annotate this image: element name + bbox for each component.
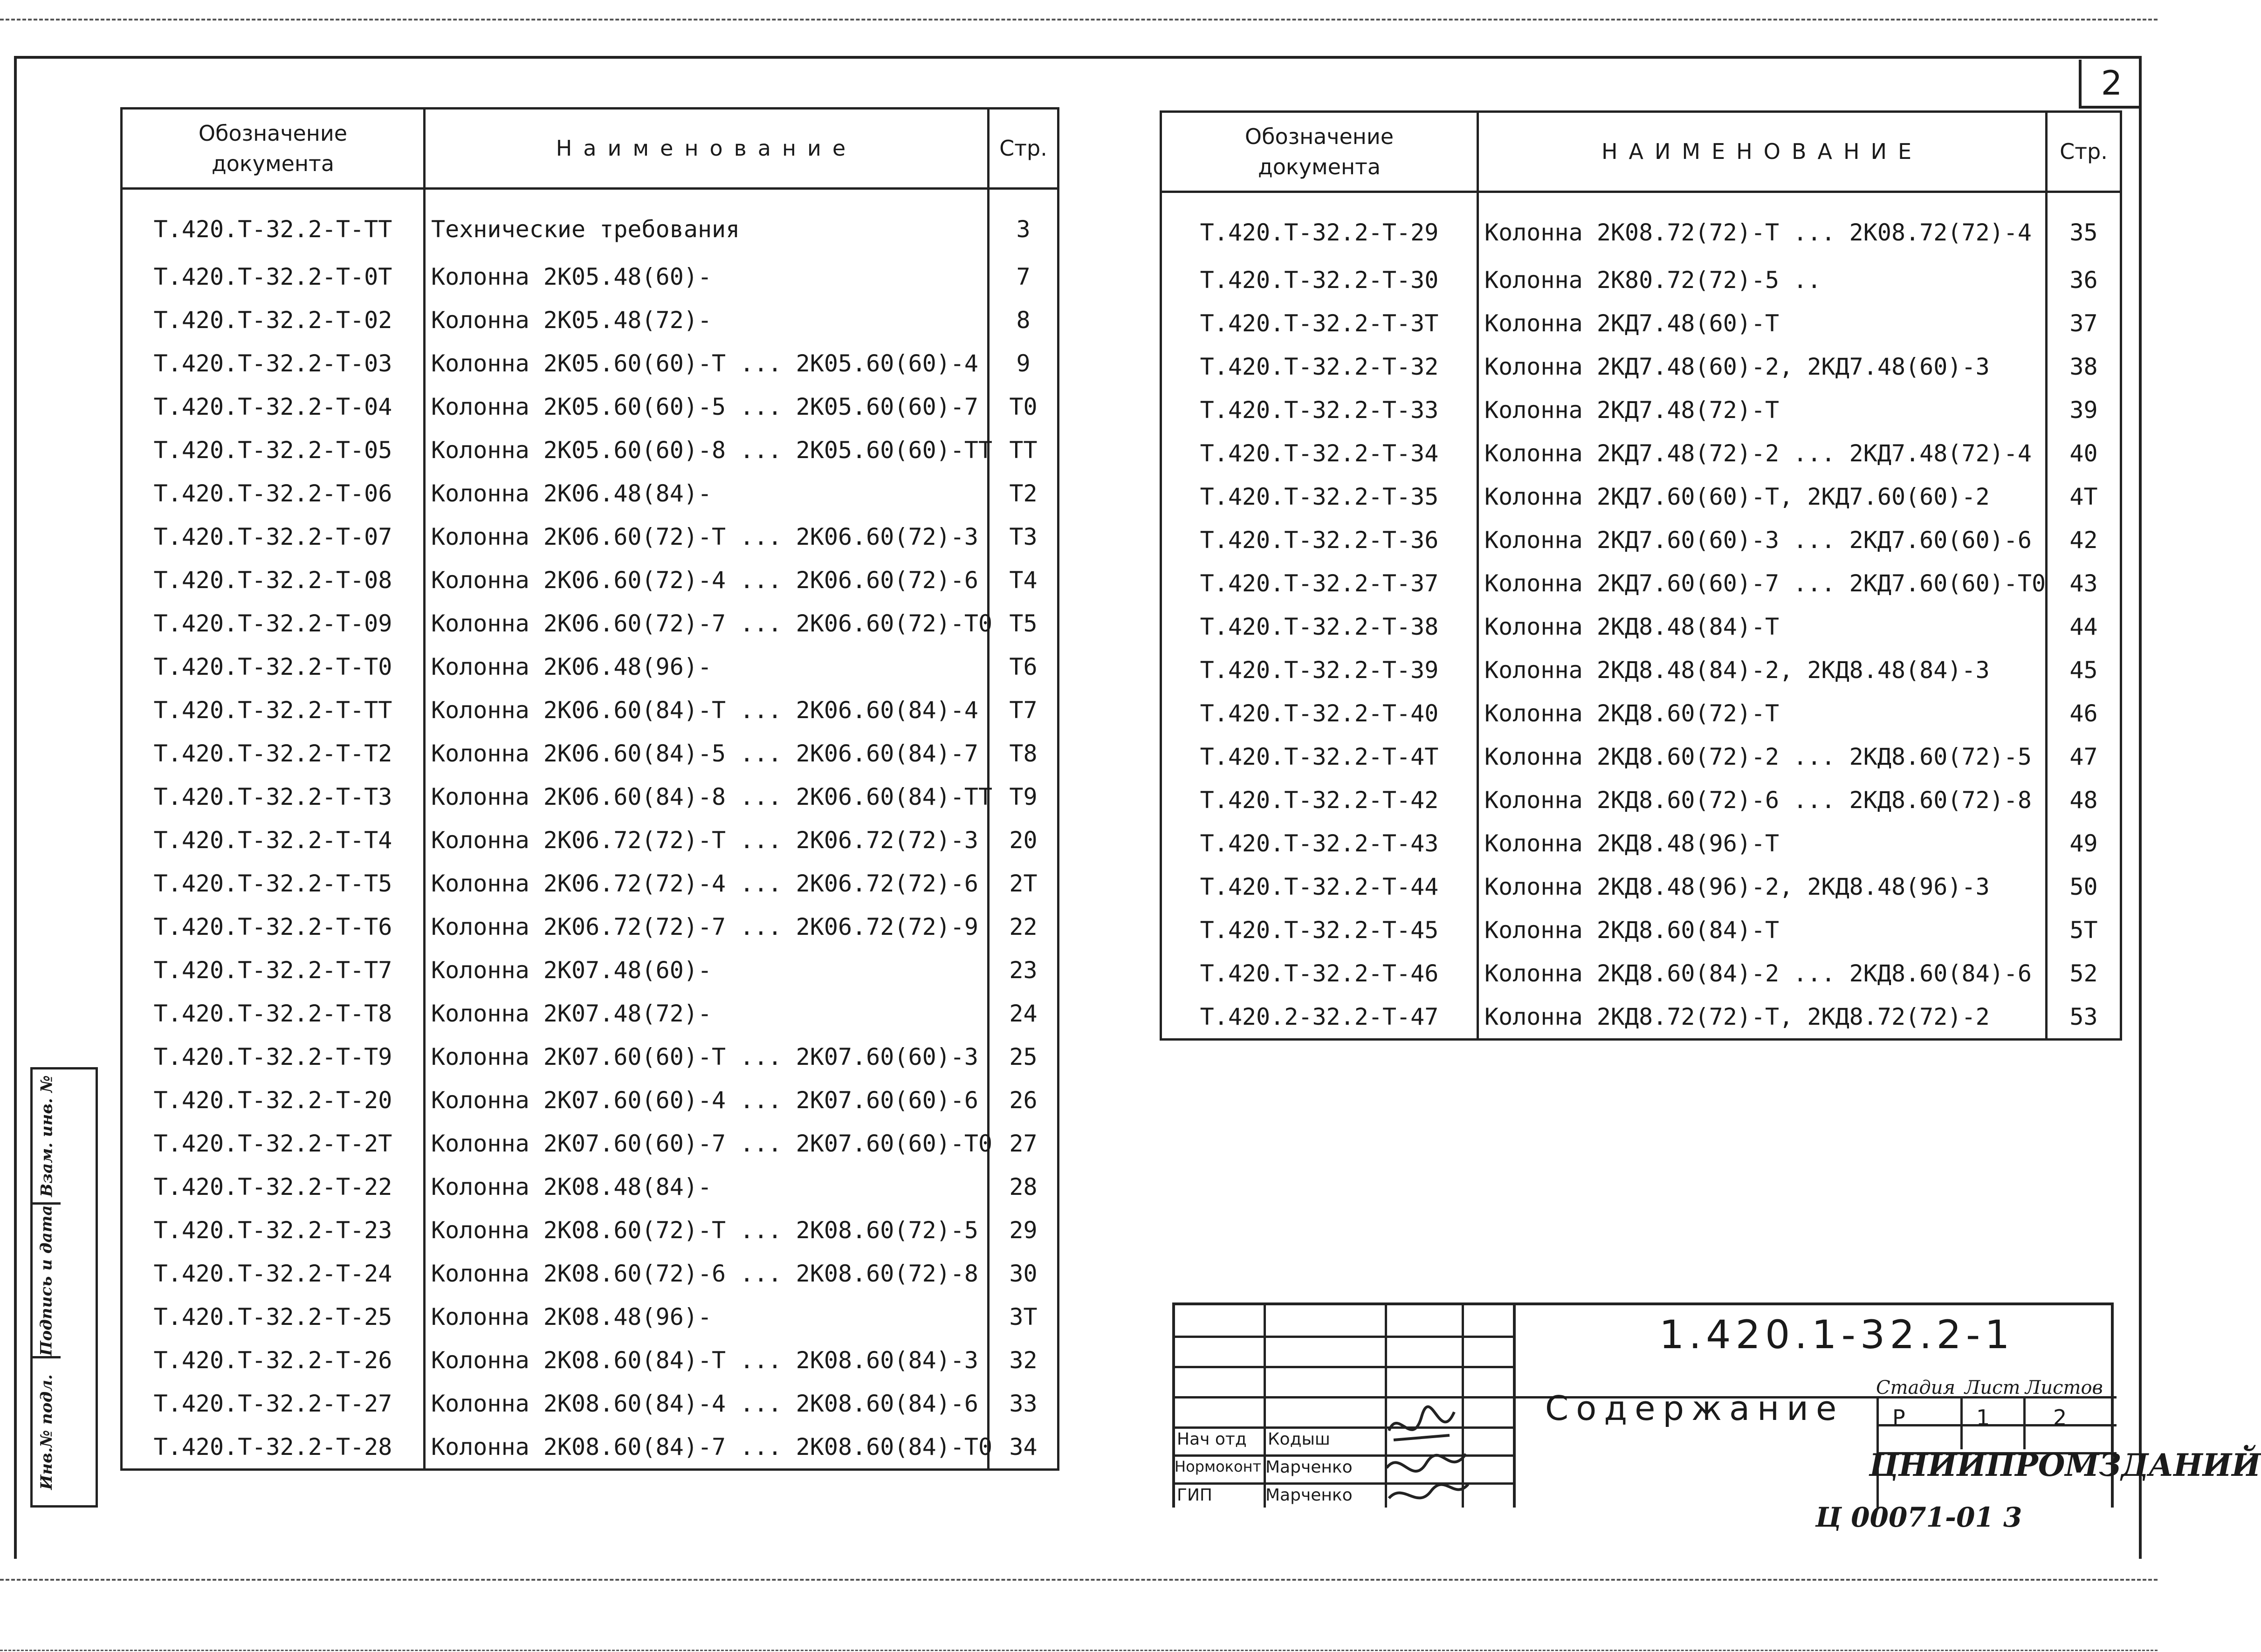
document-code-cell: Т.420.Т-32.2-Т-36 bbox=[1161, 518, 1478, 562]
document-code-cell: Т.420.Т-32.2-Т-09 bbox=[122, 602, 425, 645]
sheets-label: Листов bbox=[2025, 1377, 2103, 1398]
document-code-cell: Т.420.2-32.2-Т-47 bbox=[1161, 995, 1478, 1040]
table-row bbox=[1161, 822, 2121, 865]
document-code-cell: Т.420.Т-32.2-Т-2Т bbox=[122, 1122, 425, 1165]
table-row bbox=[1161, 952, 2121, 995]
document-code-cell: Т.420.Т-32.2-Т-39 bbox=[1161, 648, 1478, 692]
page-number-cell: 4Т bbox=[2047, 475, 2121, 518]
document-name-cell: Колонна 2К08.48(84)- bbox=[425, 1165, 989, 1208]
table-row bbox=[1161, 605, 2121, 648]
table-row bbox=[122, 298, 1058, 342]
table-row bbox=[122, 775, 1058, 818]
table-row bbox=[122, 645, 1058, 688]
document-code-cell: Т.420.Т-32.2-Т-Т4 bbox=[122, 818, 425, 862]
document-name-cell: Колонна 2К08.48(96)- bbox=[425, 1295, 989, 1338]
document-code-cell: Т.420.Т-32.2-Т-3Т bbox=[1161, 302, 1478, 345]
stage-value: Р bbox=[1892, 1405, 1905, 1430]
page-number-cell: 53 bbox=[2047, 995, 2121, 1040]
document-name-cell: Колонна 2К07.60(60)-4 ... 2К07.60(60)-6 bbox=[425, 1078, 989, 1122]
document-code-cell: Т.420.Т-32.2-Т-44 bbox=[1161, 865, 1478, 908]
page-number-cell: 36 bbox=[2047, 258, 2121, 302]
document-name-cell: Колонна 2КД8.48(84)-Т bbox=[1478, 605, 2047, 648]
page-number-cell: Т8 bbox=[989, 732, 1058, 775]
archive-number: Ц 00071-01 3 bbox=[1815, 1501, 2022, 1533]
table-row bbox=[122, 255, 1058, 298]
document-name-cell: Колонна 2К06.60(84)-8 ... 2К06.60(84)-ТТ bbox=[425, 775, 989, 818]
table-row bbox=[122, 189, 1058, 255]
right-table-body bbox=[1161, 192, 2121, 1040]
right-header-code: Обозначение документа bbox=[1161, 112, 1478, 192]
page-number-cell: 34 bbox=[989, 1425, 1058, 1470]
page-number-cell: 32 bbox=[989, 1338, 1058, 1382]
page-number-cell: 2Т bbox=[989, 862, 1058, 905]
role-gip: ГИП bbox=[1177, 1486, 1212, 1505]
document-code-cell: Т.420.Т-32.2-Т-33 bbox=[1161, 388, 1478, 432]
table-row bbox=[122, 428, 1058, 472]
table-row bbox=[1161, 648, 2121, 692]
table-row bbox=[1161, 345, 2121, 388]
document-code-cell: Т.420.Т-32.2-Т-38 bbox=[1161, 605, 1478, 648]
document-name-cell: Колонна 2КД7.48(72)-Т bbox=[1478, 388, 2047, 432]
document-name-cell: Колонна 2К05.48(72)- bbox=[425, 298, 989, 342]
document-name-cell: Колонна 2К06.72(72)-4 ... 2К06.72(72)-6 bbox=[425, 862, 989, 905]
document-code-cell: Т.420.Т-32.2-Т-22 bbox=[122, 1165, 425, 1208]
page-number-cell: Т2 bbox=[989, 472, 1058, 515]
page-number-cell: 45 bbox=[2047, 648, 2121, 692]
left-table-body bbox=[122, 189, 1058, 1470]
document-code-cell: Т.420.Т-32.2-Т-Т8 bbox=[122, 992, 425, 1035]
side-cell-vzam bbox=[33, 1069, 61, 1205]
page-number-cell: 48 bbox=[2047, 778, 2121, 822]
document-code-cell: Т.420.Т-32.2-Т-20 bbox=[122, 1078, 425, 1122]
page-number-cell: 29 bbox=[989, 1208, 1058, 1252]
page-number-cell: Т3 bbox=[989, 515, 1058, 558]
page-number-cell: 43 bbox=[2047, 562, 2121, 605]
document-name-cell: Колонна 2К07.60(60)-Т ... 2К07.60(60)-3 bbox=[425, 1035, 989, 1078]
document-name-cell: Колонна 2КД7.48(60)-2, 2КД7.48(60)-3 bbox=[1478, 345, 2047, 388]
page-number-cell: Т6 bbox=[989, 645, 1058, 688]
document-code-cell: Т.420.Т-32.2-Т-28 bbox=[122, 1425, 425, 1470]
right-header-page: Стр. bbox=[2047, 112, 2121, 192]
sheets-value: 2 bbox=[2053, 1405, 2067, 1430]
table-row bbox=[122, 1382, 1058, 1425]
document-code-cell: Т.420.Т-32.2-Т-30 bbox=[1161, 258, 1478, 302]
page-number-cell: 20 bbox=[989, 818, 1058, 862]
page-number-cell: ТТ bbox=[989, 428, 1058, 472]
left-header-page: Стр. bbox=[989, 109, 1058, 189]
page-number-cell: 35 bbox=[2047, 192, 2121, 259]
document-name-cell: Колонна 2К80.72(72)-5 .. bbox=[1478, 258, 2047, 302]
right-header-name: НАИМЕНОВАНИЕ bbox=[1478, 112, 2047, 192]
table-row bbox=[1161, 995, 2121, 1040]
document-code-cell: Т.420.Т-32.2-Т-45 bbox=[1161, 908, 1478, 952]
document-name-cell: Колонна 2КД8.60(72)-6 ... 2КД8.60(72)-8 bbox=[1478, 778, 2047, 822]
page-number-cell: 47 bbox=[2047, 735, 2121, 778]
side-label-podpis: Подпись и дата bbox=[37, 1205, 56, 1356]
page-number-cell: Т4 bbox=[989, 558, 1058, 602]
page-number-cell: 52 bbox=[2047, 952, 2121, 995]
page-number-cell: 22 bbox=[989, 905, 1058, 948]
page-number-cell: Т0 bbox=[989, 385, 1058, 428]
footer-edge-line bbox=[0, 1650, 2158, 1651]
page-number-cell: 3Т bbox=[989, 1295, 1058, 1338]
page-number-cell: 39 bbox=[2047, 388, 2121, 432]
document-code-cell: Т.420.Т-32.2-Т-34 bbox=[1161, 432, 1478, 475]
document-code-cell: Т.420.Т-32.2-Т-02 bbox=[122, 298, 425, 342]
table-row bbox=[122, 342, 1058, 385]
table-row bbox=[122, 385, 1058, 428]
right-contents-table bbox=[1160, 110, 2122, 1041]
document-name-cell: Колонна 2КД8.48(96)-2, 2КД8.48(96)-3 bbox=[1478, 865, 2047, 908]
document-name-cell: Колонна 2КД8.60(84)-Т bbox=[1478, 908, 2047, 952]
left-contents-table bbox=[120, 107, 1059, 1471]
document-name-cell: Колонна 2К05.60(60)-8 ... 2К05.60(60)-ТТ bbox=[425, 428, 989, 472]
role-head: Нач отд bbox=[1177, 1430, 1247, 1449]
document-code-cell: Т.420.Т-32.2-Т-Т9 bbox=[122, 1035, 425, 1078]
table-row bbox=[1161, 735, 2121, 778]
page-number-cell: 27 bbox=[989, 1122, 1058, 1165]
left-header-code: Обозначение документа bbox=[122, 109, 425, 189]
document-name-cell: Колонна 2К07.60(60)-7 ... 2К07.60(60)-Т0 bbox=[425, 1122, 989, 1165]
table-row bbox=[1161, 258, 2121, 302]
table-row bbox=[122, 1122, 1058, 1165]
document-code-cell: Т.420.Т-32.2-Т-ТТ bbox=[122, 688, 425, 732]
document-code-cell: Т.420.Т-32.2-Т-ТТ bbox=[122, 189, 425, 255]
document-name-cell: Колонна 2К08.60(72)-6 ... 2К08.60(72)-8 bbox=[425, 1252, 989, 1295]
table-row bbox=[122, 472, 1058, 515]
document-name-cell: Колонна 2К06.48(84)- bbox=[425, 472, 989, 515]
document-name-cell: Колонна 2К05.48(60)- bbox=[425, 255, 989, 298]
table-row bbox=[122, 1295, 1058, 1338]
table-row bbox=[122, 818, 1058, 862]
document-code-cell: Т.420.Т-32.2-Т-26 bbox=[122, 1338, 425, 1382]
page-number-cell: 8 bbox=[989, 298, 1058, 342]
name-gip: Марченко bbox=[1265, 1486, 1353, 1505]
document-name-cell: Колонна 2К06.60(84)-5 ... 2К06.60(84)-7 bbox=[425, 732, 989, 775]
table-row bbox=[122, 1035, 1058, 1078]
page-number-cell: 23 bbox=[989, 948, 1058, 992]
document-code-cell: Т.420.Т-32.2-Т-08 bbox=[122, 558, 425, 602]
document-code-cell: Т.420.Т-32.2-Т-Т3 bbox=[122, 775, 425, 818]
left-header-name: Наименование bbox=[425, 109, 989, 189]
table-row bbox=[1161, 302, 2121, 345]
document-code-cell: Т.420.Т-32.2-Т-4Т bbox=[1161, 735, 1478, 778]
document-code-cell: Т.420.Т-32.2-Т-27 bbox=[122, 1382, 425, 1425]
document-name-cell: Колонна 2К08.60(84)-7 ... 2К08.60(84)-Т0 bbox=[425, 1425, 989, 1470]
document-name-cell: Колонна 2К06.60(72)-7 ... 2К06.60(72)-Т0 bbox=[425, 602, 989, 645]
left-header-row bbox=[122, 109, 1058, 189]
document-code-cell: Т.420.Т-32.2-Т-43 bbox=[1161, 822, 1478, 865]
page-number-cell: 50 bbox=[2047, 865, 2121, 908]
side-cell-inv bbox=[33, 1358, 61, 1505]
sheet-value: 1 bbox=[1976, 1405, 1990, 1430]
side-label-inv: Инв.№ подл. bbox=[37, 1374, 56, 1490]
page-number-cell: 38 bbox=[2047, 345, 2121, 388]
page-number-cell: 24 bbox=[989, 992, 1058, 1035]
table-row bbox=[1161, 192, 2121, 259]
sheet-label: Лист bbox=[1965, 1377, 2020, 1398]
table-row bbox=[122, 1252, 1058, 1295]
document-name-cell: Колонна 2КД7.60(60)-Т, 2КД7.60(60)-2 bbox=[1478, 475, 2047, 518]
document-name-cell: Колонна 2К05.60(60)-Т ... 2К05.60(60)-4 bbox=[425, 342, 989, 385]
table-row bbox=[1161, 518, 2121, 562]
organization-name: ЦНИИПРОМЗДАНИЙ bbox=[1869, 1447, 2261, 1483]
document-name-cell: Колонна 2К06.60(72)-4 ... 2К06.60(72)-6 bbox=[425, 558, 989, 602]
document-code-cell: Т.420.Т-32.2-Т-03 bbox=[122, 342, 425, 385]
document-code-cell: Т.420.Т-32.2-Т-Т6 bbox=[122, 905, 425, 948]
document-code-cell: Т.420.Т-32.2-Т-Т2 bbox=[122, 732, 425, 775]
signature-scribbles bbox=[1380, 1398, 1478, 1510]
document-name-cell: Колонна 2К08.60(84)-4 ... 2К08.60(84)-6 bbox=[425, 1382, 989, 1425]
table-row bbox=[122, 1338, 1058, 1382]
table-row bbox=[122, 688, 1058, 732]
document-name-cell: Колонна 2КД8.60(84)-2 ... 2КД8.60(84)-6 bbox=[1478, 952, 2047, 995]
document-name-cell: Колонна 2КД7.48(72)-2 ... 2КД7.48(72)-4 bbox=[1478, 432, 2047, 475]
table-row bbox=[122, 515, 1058, 558]
document-name-cell: Колонна 2КД8.48(96)-Т bbox=[1478, 822, 2047, 865]
document-code-cell: Т.420.Т-32.2-Т-0Т bbox=[122, 255, 425, 298]
document-name-cell: Колонна 2КД7.60(60)-3 ... 2КД7.60(60)-6 bbox=[1478, 518, 2047, 562]
table-row bbox=[122, 948, 1058, 992]
table-row bbox=[122, 1425, 1058, 1470]
document-code-cell: Т.420.Т-32.2-Т-35 bbox=[1161, 475, 1478, 518]
document-name-cell: Колонна 2КД7.48(60)-Т bbox=[1478, 302, 2047, 345]
table-row bbox=[122, 1165, 1058, 1208]
table-row bbox=[122, 905, 1058, 948]
page-number-cell: 9 bbox=[989, 342, 1058, 385]
document-name-cell: Технические требования bbox=[425, 189, 989, 255]
page-number-cell: 30 bbox=[989, 1252, 1058, 1295]
document-code: 1.420.1-32.2-1 bbox=[1659, 1312, 2014, 1357]
table-row bbox=[1161, 692, 2121, 735]
table-row bbox=[122, 1078, 1058, 1122]
document-name-cell: Колонна 2К06.60(84)-Т ... 2К06.60(84)-4 bbox=[425, 688, 989, 732]
table-row bbox=[122, 602, 1058, 645]
table-row bbox=[122, 732, 1058, 775]
page-number-cell: 7 bbox=[989, 255, 1058, 298]
document-name-cell: Колонна 2К06.72(72)-Т ... 2К06.72(72)-3 bbox=[425, 818, 989, 862]
role-normcontrol: Нормоконт bbox=[1175, 1458, 1262, 1475]
document-code-cell: Т.420.Т-32.2-Т-40 bbox=[1161, 692, 1478, 735]
document-name-cell: Колонна 2КД8.48(84)-2, 2КД8.48(84)-3 bbox=[1478, 648, 2047, 692]
page-number-cell: 25 bbox=[989, 1035, 1058, 1078]
document-code-cell: Т.420.Т-32.2-Т-42 bbox=[1161, 778, 1478, 822]
document-code-cell: Т.420.Т-32.2-Т-04 bbox=[122, 385, 425, 428]
page-number-cell: 3 bbox=[989, 189, 1058, 255]
document-title: Содержание bbox=[1545, 1389, 1844, 1428]
table-row bbox=[1161, 432, 2121, 475]
page-number-cell: 49 bbox=[2047, 822, 2121, 865]
page-number-cell: 44 bbox=[2047, 605, 2121, 648]
document-code-cell: Т.420.Т-32.2-Т-05 bbox=[122, 428, 425, 472]
page-number-cell: 40 bbox=[2047, 432, 2121, 475]
document-name-cell: Колонна 2К08.60(72)-Т ... 2К08.60(72)-5 bbox=[425, 1208, 989, 1252]
document-code-cell: Т.420.Т-32.2-Т-06 bbox=[122, 472, 425, 515]
name-head: Кодыш bbox=[1268, 1430, 1330, 1449]
document-name-cell: Колонна 2К06.72(72)-7 ... 2К06.72(72)-9 bbox=[425, 905, 989, 948]
document-code-cell: Т.420.Т-32.2-Т-46 bbox=[1161, 952, 1478, 995]
table-row bbox=[1161, 475, 2121, 518]
page-number-cell: 33 bbox=[989, 1382, 1058, 1425]
document-name-cell: Колонна 2К07.48(60)- bbox=[425, 948, 989, 992]
document-name-cell: Колонна 2К08.72(72)-Т ... 2К08.72(72)-4 bbox=[1478, 192, 2047, 259]
table-row bbox=[122, 862, 1058, 905]
document-code-cell: Т.420.Т-32.2-Т-37 bbox=[1161, 562, 1478, 605]
document-code-cell: Т.420.Т-32.2-Т-29 bbox=[1161, 192, 1478, 259]
page-number-cell: Т5 bbox=[989, 602, 1058, 645]
page-number-cell: 5Т bbox=[2047, 908, 2121, 952]
document-code-cell: Т.420.Т-32.2-Т-Т7 bbox=[122, 948, 425, 992]
page-number-cell: 37 bbox=[2047, 302, 2121, 345]
sheet-number: 2 bbox=[2079, 60, 2142, 109]
table-row bbox=[1161, 778, 2121, 822]
table-row bbox=[1161, 908, 2121, 952]
page-number-cell: 46 bbox=[2047, 692, 2121, 735]
document-name-cell: Колонна 2КД7.60(60)-7 ... 2КД7.60(60)-Т0 bbox=[1478, 562, 2047, 605]
page-number-cell: 26 bbox=[989, 1078, 1058, 1122]
table-row bbox=[1161, 562, 2121, 605]
page-number-cell: 42 bbox=[2047, 518, 2121, 562]
table-row bbox=[122, 558, 1058, 602]
top-edge-line bbox=[0, 19, 2158, 21]
table-row bbox=[1161, 388, 2121, 432]
document-name-cell: Колонна 2КД8.60(72)-Т bbox=[1478, 692, 2047, 735]
stage-label: Стадия bbox=[1876, 1377, 1955, 1398]
document-name-cell: Колонна 2К08.60(84)-Т ... 2К08.60(84)-3 bbox=[425, 1338, 989, 1382]
document-name-cell: Колонна 2КД8.60(72)-2 ... 2КД8.60(72)-5 bbox=[1478, 735, 2047, 778]
document-code-cell: Т.420.Т-32.2-Т-Т5 bbox=[122, 862, 425, 905]
document-name-cell: Колонна 2КД8.72(72)-Т, 2КД8.72(72)-2 bbox=[1478, 995, 2047, 1040]
table-row bbox=[122, 1208, 1058, 1252]
side-cell-podpis bbox=[33, 1205, 61, 1358]
side-label-vzam: Взам. инв. № bbox=[37, 1075, 56, 1197]
document-code-cell: Т.420.Т-32.2-Т-Т0 bbox=[122, 645, 425, 688]
side-strip bbox=[30, 1067, 98, 1508]
document-name-cell: Колонна 2К06.60(72)-Т ... 2К06.60(72)-3 bbox=[425, 515, 989, 558]
right-header-row bbox=[1161, 112, 2121, 192]
bottom-edge-line bbox=[0, 1579, 2158, 1581]
page-number-cell: Т9 bbox=[989, 775, 1058, 818]
document-name-cell: Колонна 2К07.48(72)- bbox=[425, 992, 989, 1035]
table-row bbox=[1161, 865, 2121, 908]
document-code-cell: Т.420.Т-32.2-Т-07 bbox=[122, 515, 425, 558]
name-normcontrol: Марченко bbox=[1265, 1458, 1353, 1477]
table-row bbox=[122, 992, 1058, 1035]
document-name-cell: Колонна 2К06.48(96)- bbox=[425, 645, 989, 688]
page-number-cell: 28 bbox=[989, 1165, 1058, 1208]
document-code-cell: Т.420.Т-32.2-Т-32 bbox=[1161, 345, 1478, 388]
document-code-cell: Т.420.Т-32.2-Т-23 bbox=[122, 1208, 425, 1252]
document-code-cell: Т.420.Т-32.2-Т-24 bbox=[122, 1252, 425, 1295]
document-code-cell: Т.420.Т-32.2-Т-25 bbox=[122, 1295, 425, 1338]
page-number-cell: Т7 bbox=[989, 688, 1058, 732]
document-name-cell: Колонна 2К05.60(60)-5 ... 2К05.60(60)-7 bbox=[425, 385, 989, 428]
